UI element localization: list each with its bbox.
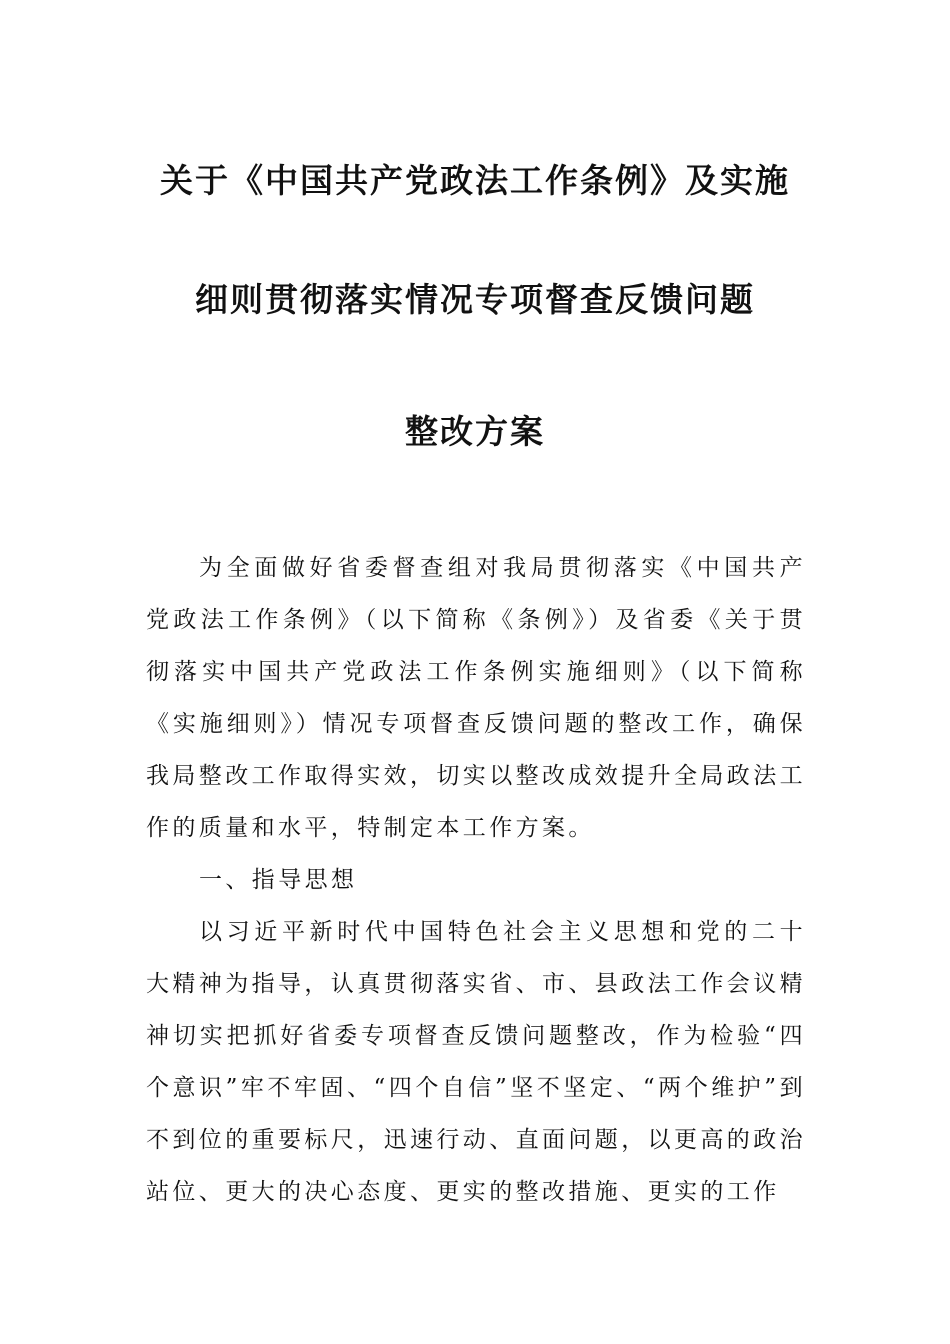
section-heading-guiding-thought: 一、指导思想 <box>199 867 358 893</box>
document-body <box>146 542 806 1218</box>
intro-paragraph: 为全面做好省委督查组对我局贯彻落实《中国共产党政法工作条例》（以下简称《条例》）及省委《关于贯彻落实中国共产党政法工作条例实施细则》（以下简称《实施细则》）情况专项督查反馈问题的整改工作，确保我局整改工作取得实效，切实以整改成效提升全局政法工作的质量和水平，特制定本工作方案。 <box>146 555 806 841</box>
document-title-line-1: 关于《中国共产党政法工作条例》及实施 <box>160 161 790 200</box>
document-title-line-3: 整改方案 <box>405 412 545 451</box>
guiding-thought-paragraph: 以习近平新时代中国特色社会主义思想和党的二十大精神为指导，认真贯彻落实省、市、县政法工作会议精神切实把抓好省委专项督查反馈问题整改，作为检验“四个意识”牢不牢固、“四个自信”坚不坚定、“两个维护”到不到位的重要标尺，迅速行动、直面问题，以更高的政治站位、更大的决心态度、更实的整改措施、更实的工作 <box>146 919 806 1205</box>
document-title-line-2: 细则贯彻落实情况专项督查反馈问题 <box>195 280 755 319</box>
